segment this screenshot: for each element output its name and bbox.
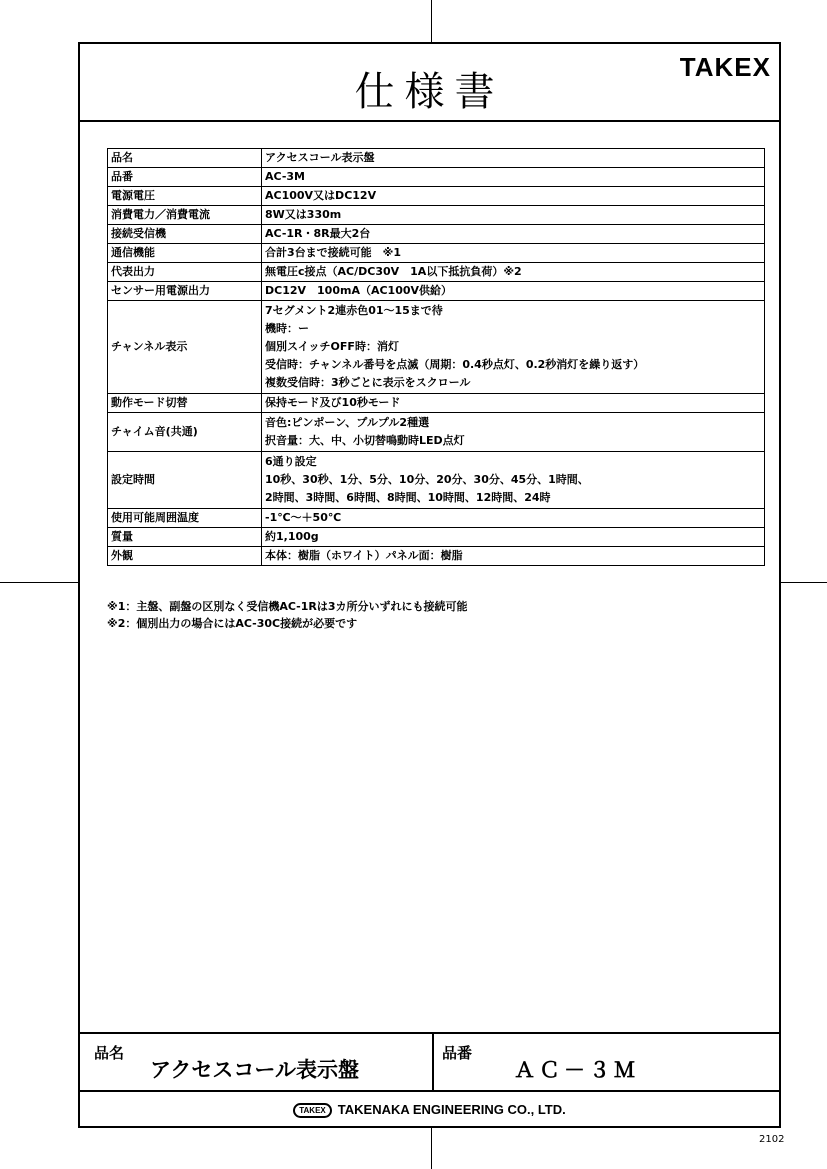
spec-key: 設定時間 (108, 452, 262, 509)
spec-value-line: 機時：ー (265, 322, 309, 335)
spec-value-line: 6通り設定 (265, 455, 317, 468)
note-1: ※1：主盤、副盤の区別なく受信機AC-1Rは3カ所分いずれにも接続可能 (107, 600, 468, 613)
spec-key: センサー用電源出力 (108, 282, 262, 301)
spec-row (108, 282, 765, 301)
spec-sheet-frame (78, 42, 781, 1128)
footer-company-divider (80, 1090, 779, 1092)
spec-value-line: 7セグメント2連赤色01～15まで待 (265, 304, 443, 317)
spec-row (108, 187, 765, 206)
spec-key: 動作モード切替 (108, 394, 262, 413)
footer-number-value: ＡＣ－３Ｍ (514, 1058, 639, 1082)
spec-value (262, 149, 765, 168)
spec-row (108, 263, 765, 282)
spec-value (262, 168, 765, 187)
spec-value-line: 音色:ピンポーン、プルプル2種選 (265, 416, 430, 429)
spec-key: 消費電力／消費電流 (108, 206, 262, 225)
spec-value-line: 8W又は330m (265, 208, 342, 221)
spec-value-line: 2時間、3時間、6時間、8時間、10時間、12時間、24時 (265, 491, 551, 504)
page-title: 仕様書 (354, 69, 505, 115)
spec-value-line: -1℃～＋50℃ (265, 511, 342, 524)
spec-row (108, 301, 765, 394)
spec-key: チャンネル表示 (108, 301, 262, 394)
spec-key: 通信機能 (108, 244, 262, 263)
spec-value (262, 509, 765, 528)
spec-row (108, 528, 765, 547)
spec-key: 電源電圧 (108, 187, 262, 206)
spec-key: 使用可能周囲温度 (108, 509, 262, 528)
spec-row (108, 149, 765, 168)
title-divider (80, 120, 779, 122)
cut-mark-left (0, 582, 78, 583)
document-number: 2102 (759, 1134, 785, 1145)
note-2: ※2：個別出力の場合にはAC-30C接続が必要です (107, 617, 358, 630)
spec-value (262, 413, 765, 452)
company-line (80, 1102, 779, 1118)
spec-value (262, 452, 765, 509)
spec-value (262, 528, 765, 547)
spec-value-line: 受信時：チャンネル番号を点滅（周期：0.4秒点灯、0.2秒消灯を繰り返す） (265, 358, 645, 371)
spec-row (108, 206, 765, 225)
spec-value (262, 301, 765, 394)
cut-mark-top (431, 0, 432, 42)
spec-row (108, 509, 765, 528)
spec-row (108, 394, 765, 413)
spec-value-line: アクセスコール表示盤 (265, 151, 375, 164)
brand-logo: TAKEX (679, 52, 771, 82)
spec-row (108, 244, 765, 263)
spec-value-line: AC-1R・8R最大2台 (265, 227, 371, 240)
spec-value-line: 複数受信時：3秒ごとに表示をスクロール (265, 376, 471, 389)
footer-name-label: 品名 (94, 1044, 125, 1062)
spec-value (262, 206, 765, 225)
spec-value-line: AC100V又はDC12V (265, 189, 377, 202)
footer-number-label: 品番 (442, 1044, 473, 1062)
spec-key: 代表出力 (108, 263, 262, 282)
spec-value (262, 394, 765, 413)
cut-mark-right (781, 582, 827, 583)
spec-row (108, 413, 765, 452)
spec-value-line: AC-3M (265, 170, 306, 183)
notes (107, 598, 468, 632)
spec-value-line: 約1,100g (265, 530, 319, 543)
spec-value-line: DC12V 100mA（AC100V供給） (265, 284, 453, 297)
spec-table (107, 148, 765, 566)
spec-row (108, 225, 765, 244)
spec-value-line: 保持モード及び10秒モード (265, 396, 401, 409)
spec-row (108, 168, 765, 187)
spec-value (262, 187, 765, 206)
spec-key: 品名 (108, 149, 262, 168)
spec-value-line: 択音量：大、中、小切替鳴動時LED点灯 (265, 434, 465, 447)
spec-key: 外観 (108, 547, 262, 566)
spec-key: 質量 (108, 528, 262, 547)
spec-value (262, 244, 765, 263)
footer (80, 1032, 779, 1130)
company-name: TAKENAKA ENGINEERING CO., LTD. (337, 1102, 566, 1117)
footer-name-value: アクセスコール表示盤 (150, 1058, 359, 1082)
spec-value (262, 263, 765, 282)
spec-key: チャイム音(共通) (108, 413, 262, 452)
spec-key: 接続受信機 (108, 225, 262, 244)
cut-mark-bottom (431, 1128, 432, 1169)
spec-value-line: 個別スイッチOFF時：消灯 (265, 340, 399, 353)
spec-value (262, 225, 765, 244)
spec-key: 品番 (108, 168, 262, 187)
spec-value-line: 10秒、30秒、1分、5分、10分、20分、30分、45分、1時間、 (265, 473, 589, 486)
footer-divider (432, 1034, 434, 1090)
spec-row (108, 452, 765, 509)
spec-value-line: 本体：樹脂（ホワイト）パネル面：樹脂 (265, 549, 463, 562)
company-logo: TAKEX (293, 1103, 332, 1118)
spec-value-line: 合計3台まで接続可能 ※1 (265, 246, 402, 259)
spec-value (262, 547, 765, 566)
spec-value (262, 282, 765, 301)
spec-value-line: 無電圧c接点（AC/DC30V 1A以下抵抗負荷）※2 (265, 265, 522, 278)
spec-row (108, 547, 765, 566)
